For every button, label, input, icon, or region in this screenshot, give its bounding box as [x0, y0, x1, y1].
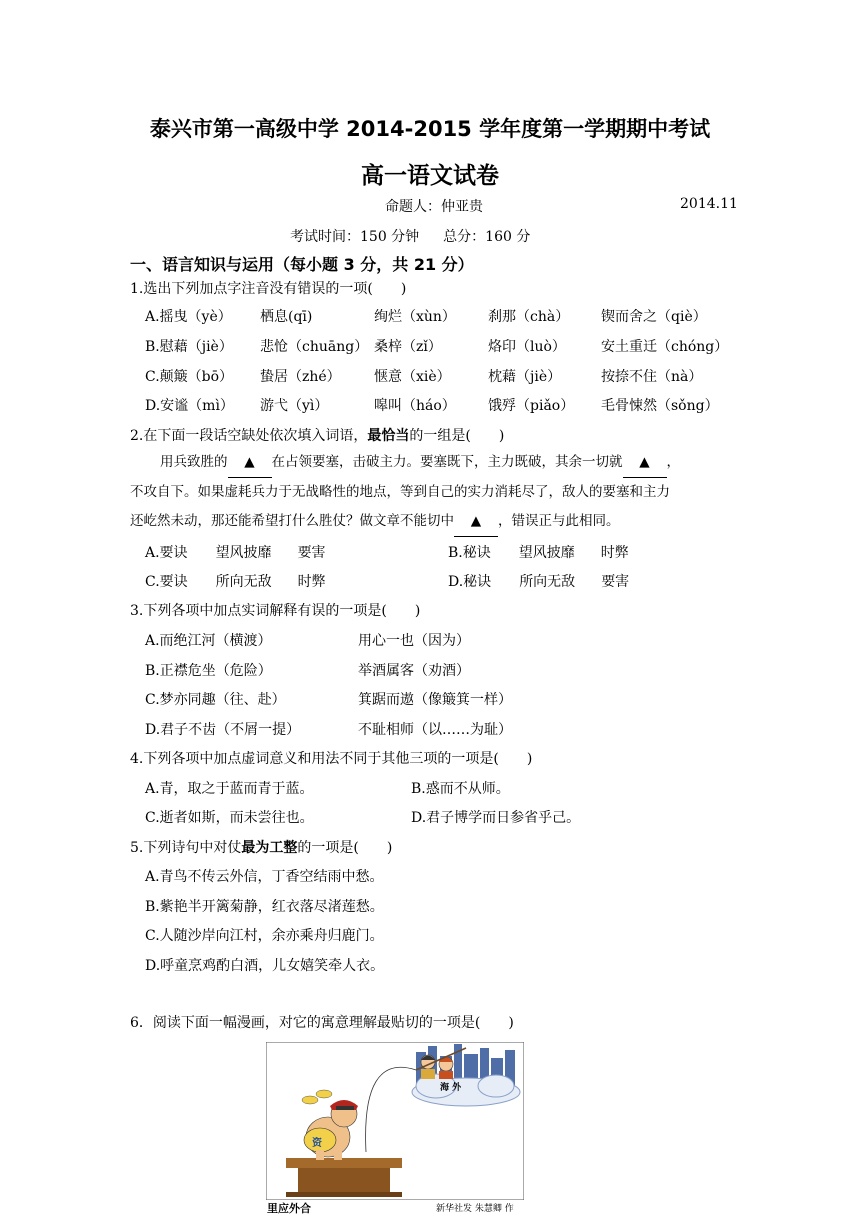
cartoon-image [266, 1042, 524, 1200]
cloud-label: 海 外 [440, 1083, 462, 1093]
q5-stem-text: 的一项是( ) [297, 840, 393, 856]
q4-option: D.君子博学而日参省乎己。 [411, 810, 581, 826]
passage-text: ， [666, 454, 680, 470]
exam-time: 考试时间：150 分钟 [290, 229, 420, 245]
q3-option: 用心一也（因为） [358, 633, 470, 649]
q3-option: 箕踞而遨（像簸箕一样） [358, 692, 512, 708]
author-line: 命题人：仲亚贵 [385, 199, 483, 215]
q2-stem [130, 425, 504, 445]
q1-stem: 1.选出下列加点字注音没有错误的一项( ) [130, 281, 407, 297]
q2-option-b: B.秘诀 望风披靡 时弊 [448, 545, 629, 561]
q3-option: D.君子不齿（不屑一提） [145, 722, 301, 738]
exam-meta [290, 226, 530, 246]
q5-option: D.呼童烹鸡酌白酒，儿女嬉笑牵人衣。 [145, 958, 385, 974]
q5-option: A.青鸟不传云外信，丁香空结雨中愁。 [145, 869, 384, 885]
q1-option: 蛰居（zhé） [260, 369, 341, 385]
q2-passage-line [130, 507, 740, 537]
fill-blank: ▲ [454, 507, 498, 537]
q2-stem-emphasis: 最恰当 [367, 428, 410, 444]
q3-stem: 3.下列各项中加点实词解释有误的一项是( ) [130, 603, 421, 619]
q3-option: 不耻相师（以……为耻） [358, 722, 512, 738]
fill-blank: ▲ [623, 448, 667, 478]
q2-option-d: D.秘诀 所向无敌 要害 [448, 574, 630, 590]
fill-blank: ▲ [228, 448, 272, 478]
q5-option: C.人随沙岸向江村，余亦乘舟归鹿门。 [145, 928, 384, 944]
q3-option: B.正襟危坐（危险） [145, 663, 272, 679]
passage-text: 还屹然未动，那还能希望打什么胜仗？做文章不能切中 [130, 513, 454, 529]
q4-option: B.惑而不从师。 [411, 781, 510, 797]
q1-option: 饿殍（piǎo） [488, 398, 575, 414]
q5-stem [130, 837, 392, 857]
exam-score: 总分：160 分 [443, 229, 531, 245]
q2-option-c: C.要诀 所向无敌 时弊 [145, 574, 326, 590]
q1-option: 栖息(qī) [260, 309, 313, 325]
q2-stem-text: 的一组是( ) [409, 428, 505, 444]
passage-text: 在占领要塞，击破主力。要塞既下，主力既破，其余一切就 [271, 454, 623, 470]
q5-option: B.紫艳半开篱菊静，红衣落尽渚莲愁。 [145, 899, 384, 915]
q1-option: 烙印（luò） [488, 339, 566, 355]
exam-date: 2014.11 [680, 196, 738, 212]
q2-passage [130, 448, 740, 537]
q1-option: 嗥叫（háo） [374, 398, 456, 414]
q1-option: 刹那（chà） [488, 309, 570, 325]
q2-option-a: A.要诀 望风披靡 要害 [145, 545, 326, 561]
q1-option: 悲怆（chuāng） [260, 339, 369, 355]
q1-option: D.安谧（mì） [145, 398, 234, 414]
q1-option: 惬意（xiè） [374, 369, 451, 385]
table-icon [286, 1158, 402, 1197]
q1-option: 锲而舍之（qiè） [601, 309, 707, 325]
cartoon-credit: 新华社发 朱慧卿 作 [436, 1204, 514, 1214]
q4-option: C.逝者如斯，而未尝往也。 [145, 810, 314, 826]
q1-option: C.颠簸（bō） [145, 369, 234, 385]
q1-option: 枕藉（jiè） [488, 369, 562, 385]
q2-stem-text: 2.在下面一段话空缺处依次填入词语， [130, 428, 368, 444]
q5-stem-emphasis: 最为工整 [241, 840, 298, 856]
exam-subtitle: 高一语文试卷 [361, 163, 499, 189]
q2-passage-line [130, 448, 740, 478]
passage-text: 用兵致胜的 [160, 454, 228, 470]
q1-option: 毛骨悚然（sǒng） [601, 398, 719, 414]
exam-title: 泰兴市第一高级中学 2014-2015 学年度第一学期期中考试 [149, 117, 711, 141]
belly-label: 资 [312, 1138, 322, 1149]
q1-option: 按捺不住（nà） [601, 369, 703, 385]
passage-text: ，错误正与此相同。 [498, 513, 620, 529]
q1-option: B.慰藉（jiè） [145, 339, 233, 355]
q1-option: 安土重迁（chóng） [601, 339, 729, 355]
q3-option: C.梦亦同趣（往、赴） [145, 692, 286, 708]
q2-passage-line: 不攻自下。如果虚耗兵力于无战略性的地点，等到自己的实力消耗尽了，敌人的要塞和主力 [130, 484, 670, 500]
q4-option: A.青，取之于蓝而青于蓝。 [145, 781, 314, 797]
q6-stem: 6．阅读下面一幅漫画，对它的寓意理解最贴切的一项是( ) [130, 1015, 514, 1031]
q1-option: 桑梓（zǐ） [374, 339, 442, 355]
q1-option: 游弋（yì） [260, 398, 329, 414]
q5-stem-text: 5.下列诗句中对仗 [130, 840, 242, 856]
section-heading: 一、语言知识与运用（每小题 3 分，共 21 分） [130, 255, 474, 274]
q1-option: A.摇曳（yè） [145, 309, 232, 325]
q3-option: 举酒属客（劝酒） [358, 663, 470, 679]
q1-option: 绚烂（xùn） [374, 309, 456, 325]
q4-stem: 4.下列各项中加点虚词意义和用法不同于其他三项的一项是( ) [130, 751, 533, 767]
cartoon-caption: 里应外合 [267, 1202, 311, 1215]
q3-option: A.而绝江河（横渡） [145, 633, 272, 649]
